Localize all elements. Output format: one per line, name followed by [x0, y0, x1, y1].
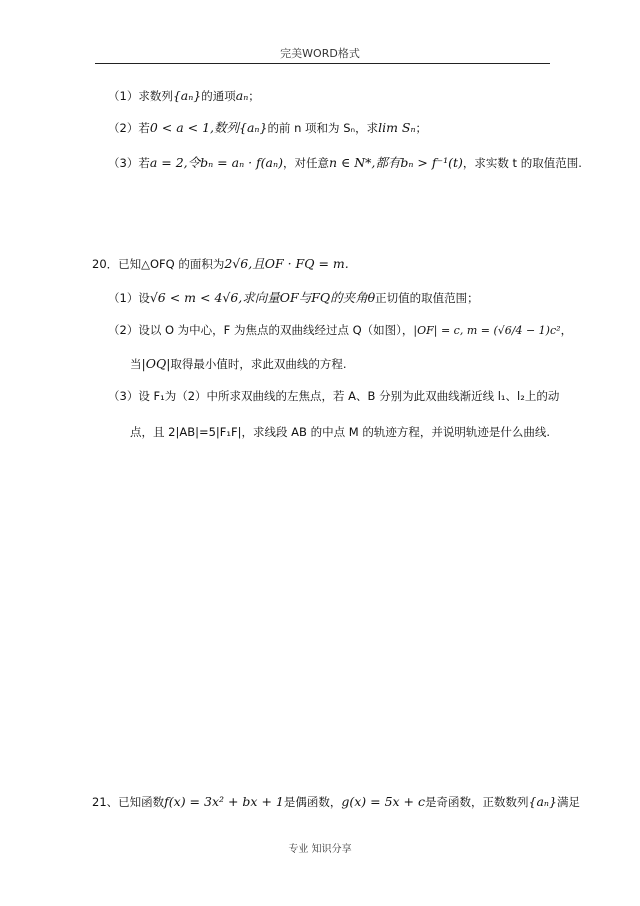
q21-math3: {aₙ} — [528, 794, 557, 809]
q20-part3b-text: 点，且 2|AB|=5|F₁F|，求线段 AB 的中点 M 的轨迹方程，并说明轨迹是什么曲线. — [130, 425, 550, 439]
q19-part2-label: （2）若 — [108, 121, 150, 135]
q19-part1-label: （1）求数列 — [108, 89, 173, 103]
q19-part2-mid: 的前 n 项和为 Sₙ，求 — [267, 121, 379, 135]
q19-part2-math1: 0 < a < 1,数列{aₙ} — [149, 120, 268, 135]
q21-mid1: 是偶函数， — [283, 795, 342, 809]
q21-math1: f(x) = 3x² + bx + 1 — [164, 794, 284, 809]
q21-label: 21、已知函数 — [92, 795, 165, 809]
q20-part2b-end: 取得最小值时，求此双曲线的方程. — [170, 357, 347, 371]
q19-part1-math2: aₙ — [235, 88, 249, 103]
q19-part3-math2: n ∈ N*,都有bₙ > f⁻¹(t) — [328, 155, 463, 170]
q20-part3-cont — [130, 424, 550, 440]
q20-part1-end: 正切值的取值范围； — [375, 291, 479, 305]
q19-part1-end: ； — [248, 89, 260, 103]
q20-part2-end: ， — [560, 323, 573, 337]
q19-part3 — [108, 155, 582, 171]
q21-math2: g(x) = 5x + c — [341, 794, 426, 809]
q20-part2-cont — [130, 356, 347, 372]
q19-part3-math1: a = 2,令bₙ = aₙ · f(aₙ) — [149, 155, 283, 170]
q20-part1-label: （1）设 — [108, 291, 150, 305]
q19-part3-label: （3）若 — [108, 156, 150, 170]
q20-part2 — [108, 322, 572, 339]
q19-part3-end: ，求实数 t 的取值范围. — [462, 156, 582, 170]
q20-part2-text: （2）设以 O 为中心，F 为焦点的双曲线经过点 Q（如图）， — [108, 323, 414, 337]
q19-part1 — [108, 88, 260, 104]
q20-part3-text: （3）设 F₁为（2）中所求双曲线的左焦点，若 A、B 分别为此双曲线渐近线 l₁、l₂上的动 — [108, 389, 560, 403]
q20-part1 — [108, 290, 479, 306]
q20-part3 — [108, 388, 559, 404]
q20-intro-label: 20．已知△OFQ 的面积为 — [92, 257, 225, 271]
q21-mid2: 是奇函数，正数数列 — [425, 795, 529, 809]
q20-intro-math: 2√6,且OF · FQ = m. — [224, 256, 349, 271]
page-footer: 专业 知识分享 — [288, 844, 352, 855]
page-header-title: 完美WORD格式 — [280, 47, 360, 60]
q20-part2-math: |OF| = c, m = (√6/4 − 1)c² — [413, 324, 561, 337]
q20-intro — [92, 256, 349, 272]
q21-end: 满足 — [556, 795, 580, 809]
header-divider — [95, 63, 550, 64]
q19-part1-math1: {aₙ} — [172, 88, 202, 103]
q19-part2 — [108, 120, 427, 136]
q20-part1-math: √6 < m < 4√6,求向量OF与FQ的夹角θ — [149, 290, 376, 305]
q19-part3-mid: ，对任意 — [282, 156, 329, 170]
q19-part1-mid: 的通项 — [201, 89, 236, 103]
q21-intro — [92, 794, 580, 810]
q20-part2b-label: 当 — [130, 357, 142, 371]
q19-part2-end: ； — [415, 121, 428, 135]
q20-part2b-math: |OQ| — [141, 356, 171, 371]
q19-part2-math2: lim Sₙ — [378, 120, 416, 135]
